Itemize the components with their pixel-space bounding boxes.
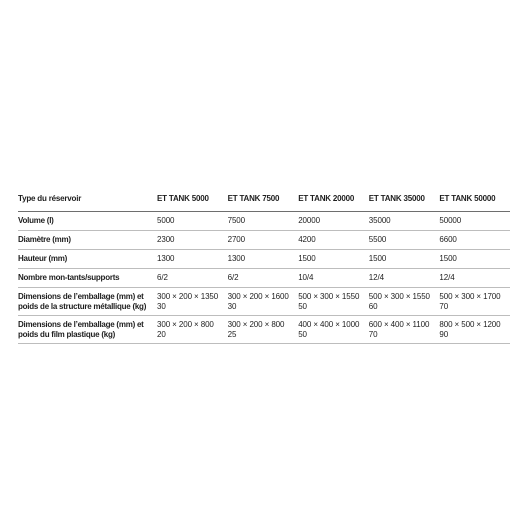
cell-line: 300 × 200 × 800 bbox=[227, 320, 285, 329]
table-cell bbox=[439, 269, 510, 288]
table-cell bbox=[157, 212, 228, 231]
table-cell bbox=[298, 231, 369, 250]
table-cell bbox=[298, 250, 369, 269]
table-cell bbox=[228, 316, 299, 344]
header-cell-model: ET TANK 7500 bbox=[228, 191, 299, 212]
cell-line: 500 × 300 × 1550 bbox=[298, 292, 360, 301]
table-cell bbox=[369, 269, 440, 288]
cell-line: 500 × 300 × 1550 bbox=[368, 292, 430, 301]
table-cell bbox=[157, 231, 228, 250]
row-label bbox=[18, 269, 157, 288]
table-cell bbox=[369, 316, 440, 344]
cell-line: 7500 bbox=[227, 216, 245, 225]
table-cell bbox=[439, 212, 510, 231]
cell-line: 30 bbox=[157, 302, 166, 311]
cell-line: 70 bbox=[368, 330, 378, 339]
table-cell bbox=[439, 316, 510, 344]
table-cell bbox=[228, 288, 299, 316]
cell-line: 400 × 400 × 1000 bbox=[298, 320, 360, 329]
cell-line: 300 × 200 × 800 bbox=[157, 320, 214, 329]
cell-line: 50 bbox=[298, 302, 307, 311]
table-cell bbox=[228, 231, 299, 250]
table-cell bbox=[228, 212, 299, 231]
table-cell bbox=[298, 269, 369, 288]
cell-line: 12/4 bbox=[368, 273, 384, 282]
cell-line: 6/2 bbox=[157, 273, 168, 282]
table-cell bbox=[298, 212, 369, 231]
table-cell bbox=[439, 288, 510, 316]
header-cell-model: ET TANK 35000 bbox=[369, 191, 440, 212]
cell-line: 1300 bbox=[227, 254, 245, 263]
table-cell bbox=[228, 250, 299, 269]
header-cell-type: Type du réservoir bbox=[18, 191, 157, 212]
cell-line: 1500 bbox=[368, 254, 387, 263]
cell-line: 6/2 bbox=[227, 273, 239, 282]
header-cell-model: ET TANK 50000 bbox=[439, 191, 510, 212]
cell-line: 600 × 400 × 1100 bbox=[368, 320, 430, 329]
row-label-line: Nombre mon-tants/supports bbox=[18, 273, 120, 282]
cell-line: 300 × 200 × 1600 bbox=[227, 292, 289, 301]
row-label bbox=[18, 316, 157, 344]
row-label-line: poids du film plastique (kg) bbox=[18, 330, 115, 339]
row-label-line: Diamètre (mm) bbox=[18, 235, 71, 244]
table-cell bbox=[439, 250, 510, 269]
cell-line: 20 bbox=[157, 330, 166, 339]
table-row bbox=[18, 212, 510, 231]
table-cell bbox=[439, 231, 510, 250]
table-row bbox=[18, 231, 510, 250]
cell-line: 4200 bbox=[298, 235, 316, 244]
cell-line: 5000 bbox=[157, 216, 175, 225]
table-header-row bbox=[18, 191, 510, 212]
row-label-line: poids de la structure métallique (kg) bbox=[18, 302, 147, 311]
header-cell-model: ET TANK 5000 bbox=[157, 191, 228, 212]
table-cell bbox=[157, 288, 228, 316]
header-cell-model: ET TANK 20000 bbox=[298, 191, 369, 212]
cell-line: 90 bbox=[439, 330, 449, 339]
cell-line: 10/4 bbox=[298, 273, 314, 282]
cell-line: 50000 bbox=[439, 216, 462, 225]
table-row bbox=[18, 288, 510, 316]
table-cell bbox=[369, 288, 440, 316]
table-cell bbox=[157, 250, 228, 269]
cell-line: 300 × 200 × 1350 bbox=[157, 292, 219, 301]
row-label bbox=[18, 250, 157, 269]
table-cell bbox=[298, 288, 369, 316]
table-cell bbox=[298, 316, 369, 344]
cell-line: 500 × 300 × 1700 bbox=[439, 292, 501, 301]
row-label-line: Dimensions de l’emballage (mm) et bbox=[18, 320, 144, 329]
table-cell bbox=[369, 212, 440, 231]
cell-line: 5500 bbox=[368, 235, 387, 244]
cell-line: 20000 bbox=[298, 216, 320, 225]
row-label bbox=[18, 212, 157, 231]
cell-line: 70 bbox=[439, 302, 449, 311]
row-label-line: Dimensions de l’emballage (mm) et bbox=[18, 292, 144, 301]
cell-line: 2300 bbox=[157, 235, 175, 244]
cell-line: 25 bbox=[227, 330, 237, 339]
table-cell bbox=[369, 231, 440, 250]
row-label bbox=[18, 288, 157, 316]
row-label-line: Volume (l) bbox=[18, 216, 54, 225]
cell-line: 30 bbox=[227, 302, 237, 311]
table-row bbox=[18, 316, 510, 344]
spec-table bbox=[18, 191, 510, 344]
table-row bbox=[18, 269, 510, 288]
table-cell bbox=[369, 250, 440, 269]
cell-line: 12/4 bbox=[439, 273, 455, 282]
table-cell bbox=[157, 269, 228, 288]
table-cell bbox=[157, 316, 228, 344]
cell-line: 6600 bbox=[439, 235, 457, 244]
cell-line: 800 × 500 × 1200 bbox=[439, 320, 501, 329]
cell-line: 1500 bbox=[439, 254, 457, 263]
cell-line: 50 bbox=[298, 330, 307, 339]
cell-line: 60 bbox=[368, 302, 378, 311]
cell-line: 1300 bbox=[157, 254, 175, 263]
row-label bbox=[18, 231, 157, 250]
cell-line: 1500 bbox=[298, 254, 316, 263]
row-label-line: Hauteur (mm) bbox=[18, 254, 68, 263]
cell-line: 2700 bbox=[227, 235, 245, 244]
cell-line: 35000 bbox=[368, 216, 391, 225]
table-cell bbox=[228, 269, 299, 288]
table-row bbox=[18, 250, 510, 269]
